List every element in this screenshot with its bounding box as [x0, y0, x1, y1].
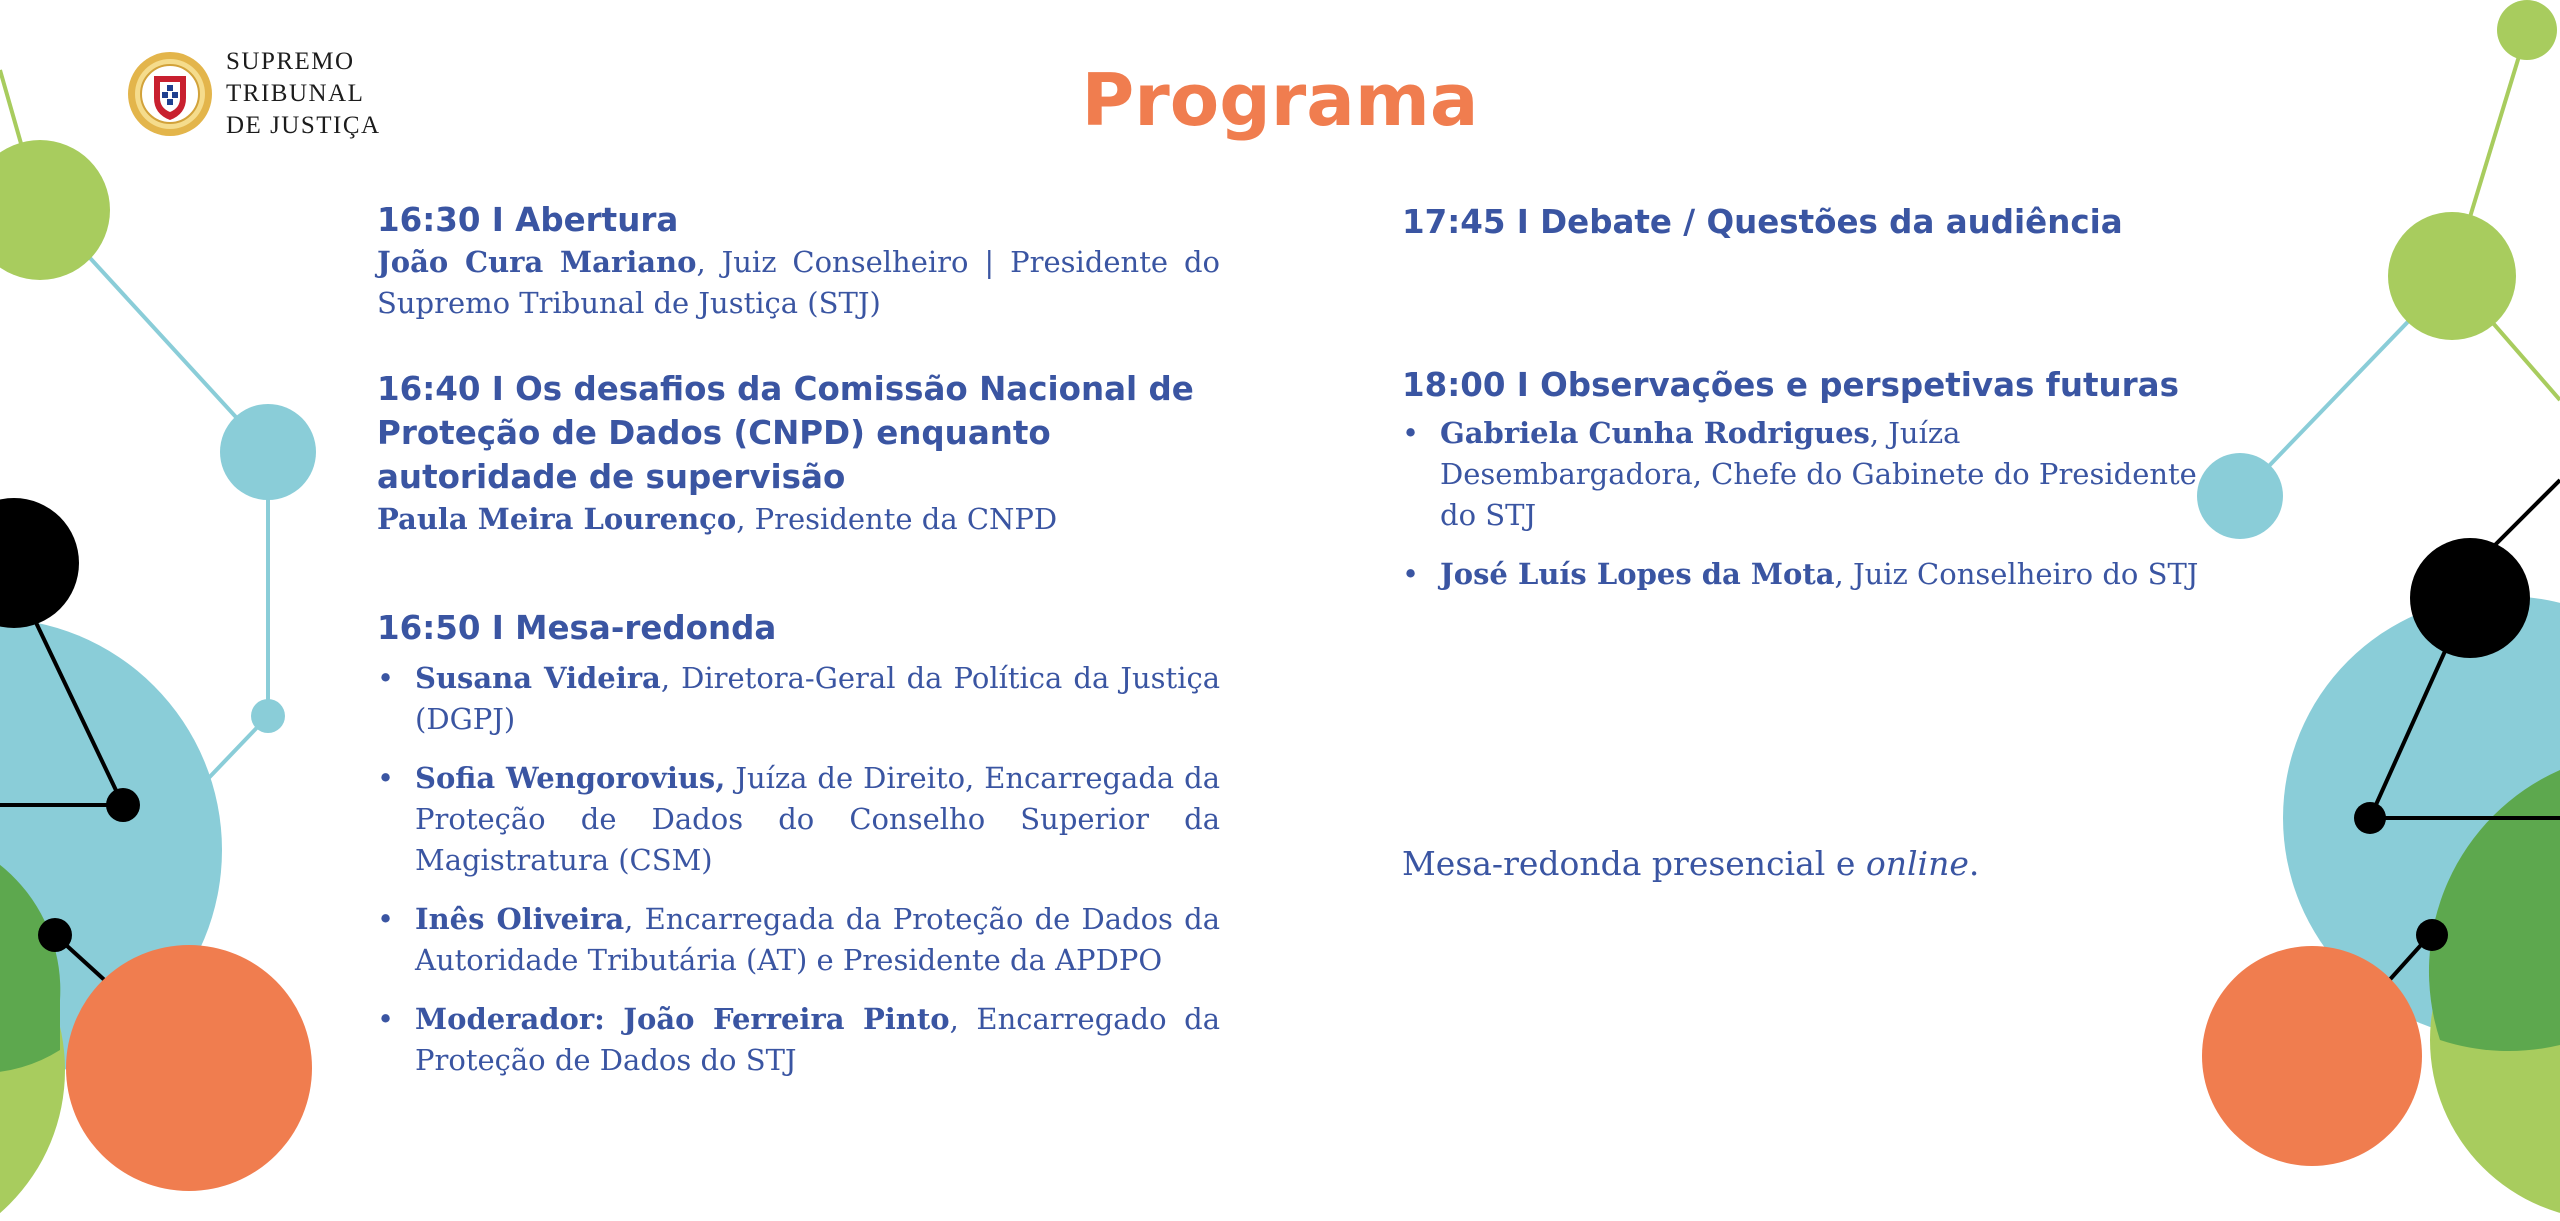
lime-circle — [2497, 0, 2557, 60]
format-note — [1402, 842, 1979, 886]
left-column — [377, 198, 1220, 1081]
orange-circle — [66, 945, 312, 1191]
speaker-role: Juíza de Direito, Encarregada da Proteção de Dados do Conselho Superior da Magistratura (CSM) — [415, 761, 1220, 877]
speaker-role: , Juiz Conselheiro | Presidente do Supremo Tribunal de Justiça (STJ) — [377, 245, 1220, 320]
logo-line: SUPREMO — [226, 48, 355, 75]
speaker-name: Inês Oliveira — [415, 902, 625, 936]
bullet: • — [1402, 557, 1420, 591]
speaker-line — [377, 242, 1220, 324]
speaker-name: Susana Videira — [415, 661, 661, 695]
section-observacoes — [1402, 363, 2222, 595]
speaker-name: Sofia Wengorovius, — [415, 761, 726, 795]
note-suffix: . — [1968, 844, 1980, 883]
section-abertura — [377, 198, 1220, 324]
list-item — [377, 758, 1220, 881]
right-decor — [2197, 0, 2560, 1220]
speaker-role: , Juiz Conselheiro do STJ — [1834, 557, 2199, 591]
speaker-role: , Presidente da CNPD — [736, 502, 1058, 536]
section-heading: 18:00 I Observações e perspetivas futuras — [1402, 366, 2179, 404]
black-node — [38, 918, 72, 952]
teal-circle — [220, 404, 316, 500]
section-mesa-redonda — [377, 606, 1220, 1081]
list-item — [377, 999, 1220, 1081]
section-heading: 17:45 I Debate / Questões da audiência — [1402, 203, 2123, 241]
speaker-name: Gabriela Cunha Rodrigues — [1440, 416, 1870, 450]
section-heading: 16:30 I Abertura — [377, 201, 679, 239]
note-prefix: Mesa-redonda presencial e — [1402, 844, 1866, 883]
speaker-role: , Juíza Desembargadora, Chefe do Gabinete do Presidente do STJ — [1440, 416, 2197, 532]
section-heading: 16:40 I Os desafios da Comissão Nacional de Proteção de Dados (CNPD) enquanto autoridade de supervisão — [377, 370, 1194, 496]
bullet: • — [1402, 416, 1420, 450]
right-column — [1402, 200, 2222, 883]
section-debate — [1402, 200, 2222, 244]
page-title: Programa — [1081, 58, 1479, 142]
note-emphasis: online — [1865, 844, 1969, 883]
orange-circle — [2202, 946, 2422, 1166]
bullet: • — [377, 902, 395, 936]
black-node — [2416, 919, 2448, 951]
speaker-role: , Diretora-Geral da Política da Justiça (DGPJ) — [415, 661, 1221, 736]
speaker-role: , Encarregada da Proteção de Dados da Autoridade Tributária (AT) e Presidente da APDPO — [415, 902, 1220, 977]
list-item — [377, 658, 1220, 740]
black-node — [106, 788, 140, 822]
black-node — [2354, 802, 2386, 834]
list-item — [1402, 554, 2222, 595]
speaker-name: José Luís Lopes da Mota — [1440, 557, 1835, 591]
list-item — [377, 899, 1220, 981]
logo-line: TRIBUNAL — [226, 80, 365, 107]
logo-line: DE JUSTIÇA — [226, 112, 381, 139]
black-circle — [0, 498, 79, 628]
section-heading: 16:50 I Mesa-redonda — [377, 609, 777, 647]
teal-dot — [251, 699, 285, 733]
speaker-name: Paula Meira Lourenço — [377, 502, 737, 536]
lime-circle — [2388, 212, 2516, 340]
list-item — [1402, 413, 2222, 536]
bullet: • — [377, 661, 395, 695]
bullet: • — [377, 761, 395, 795]
speaker-line — [377, 499, 1220, 540]
section-desafios — [377, 367, 1220, 540]
speaker-role: , Encarregado da Proteção de Dados do STJ — [415, 1002, 1221, 1077]
speaker-name: Moderador: João Ferreira Pinto — [415, 1002, 950, 1036]
black-circle — [2410, 538, 2530, 658]
bullet: • — [377, 1002, 395, 1036]
speaker-name: João Cura Mariano — [377, 245, 697, 279]
left-decor — [0, 70, 316, 1221]
